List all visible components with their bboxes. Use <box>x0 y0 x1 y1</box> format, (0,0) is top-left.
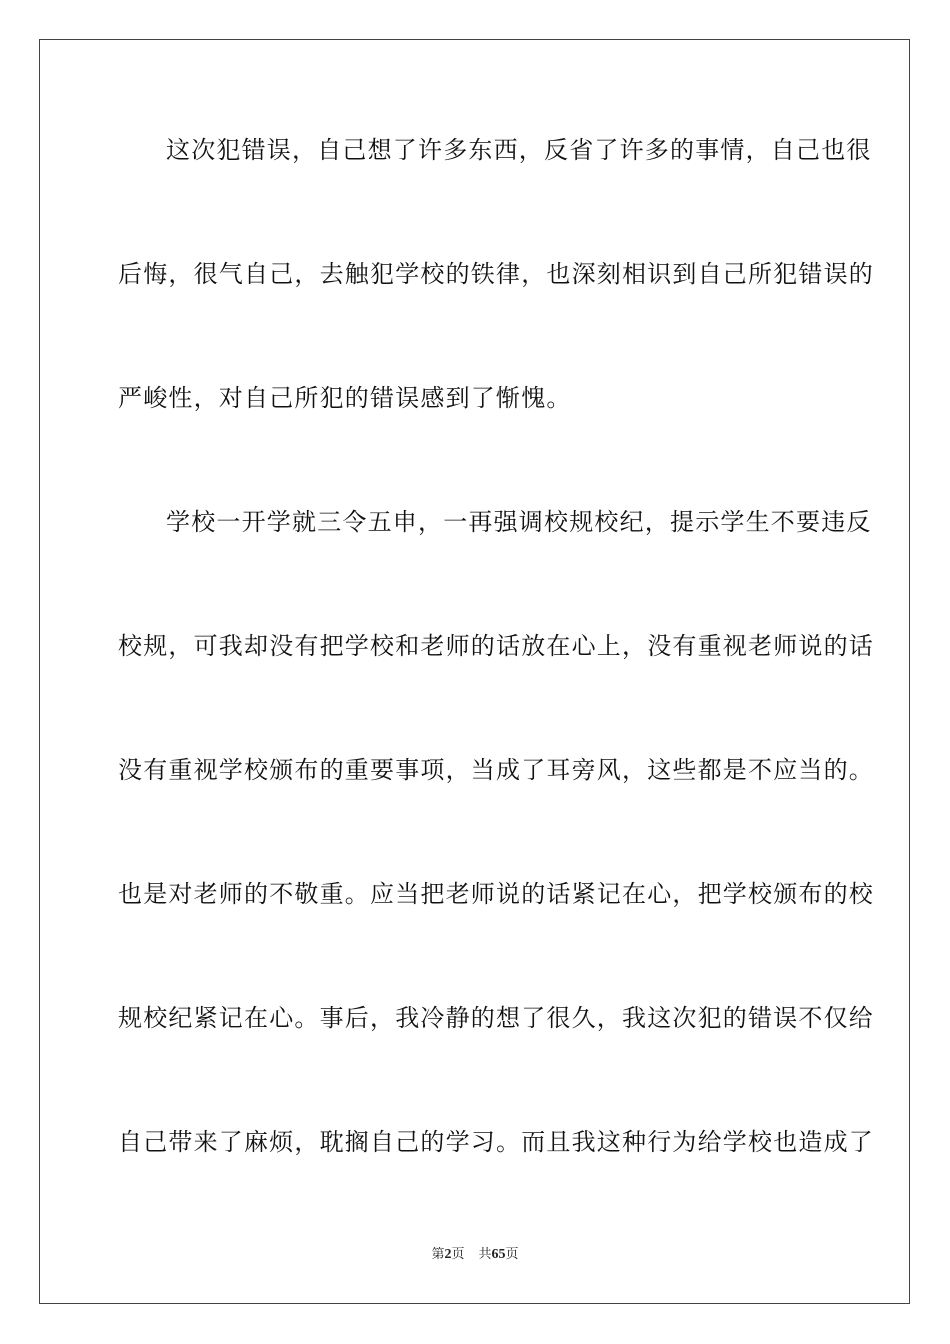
paragraph-2-line-4: 也是对老师的不敬重。应当把老师说的话紧记在心，把学校颁布的校 <box>118 880 874 908</box>
paragraph-2-line-3: 没有重视学校颁布的重要事项，当成了耳旁风，这些都是不应当的。 <box>118 756 874 784</box>
total-pages: 65 <box>491 1247 506 1262</box>
total-suffix: 页 <box>505 1247 519 1262</box>
paragraph-1-line-2: 后悔，很气自己，去触犯学校的铁律，也深刻相识到自己所犯错误的 <box>118 260 874 288</box>
page-border <box>39 39 910 1304</box>
paragraph-1-line-3: 严峻性，对自己所犯的错误感到了惭愧。 <box>118 384 572 412</box>
page-number: 2 <box>444 1247 452 1262</box>
page-suffix: 页 <box>451 1247 465 1262</box>
paragraph-2-line-5: 规校纪紧记在心。事后，我冷静的想了很久，我这次犯的错误不仅给 <box>118 1004 874 1032</box>
page-footer <box>0 1246 950 1264</box>
total-prefix: 共 <box>478 1247 492 1262</box>
page-prefix: 第 <box>431 1247 445 1262</box>
paragraph-1-line-1: 这次犯错误，自己想了许多东西，反省了许多的事情，自己也很 <box>166 136 872 164</box>
paragraph-2-line-1: 学校一开学就三令五申，一再强调校规校纪，提示学生不要违反 <box>166 508 872 536</box>
paragraph-2-line-2: 校规，可我却没有把学校和老师的话放在心上，没有重视老师说的话 <box>118 632 874 660</box>
paragraph-2-line-6: 自己带来了麻烦，耽搁自己的学习。而且我这种行为给学校也造成了 <box>118 1128 874 1156</box>
